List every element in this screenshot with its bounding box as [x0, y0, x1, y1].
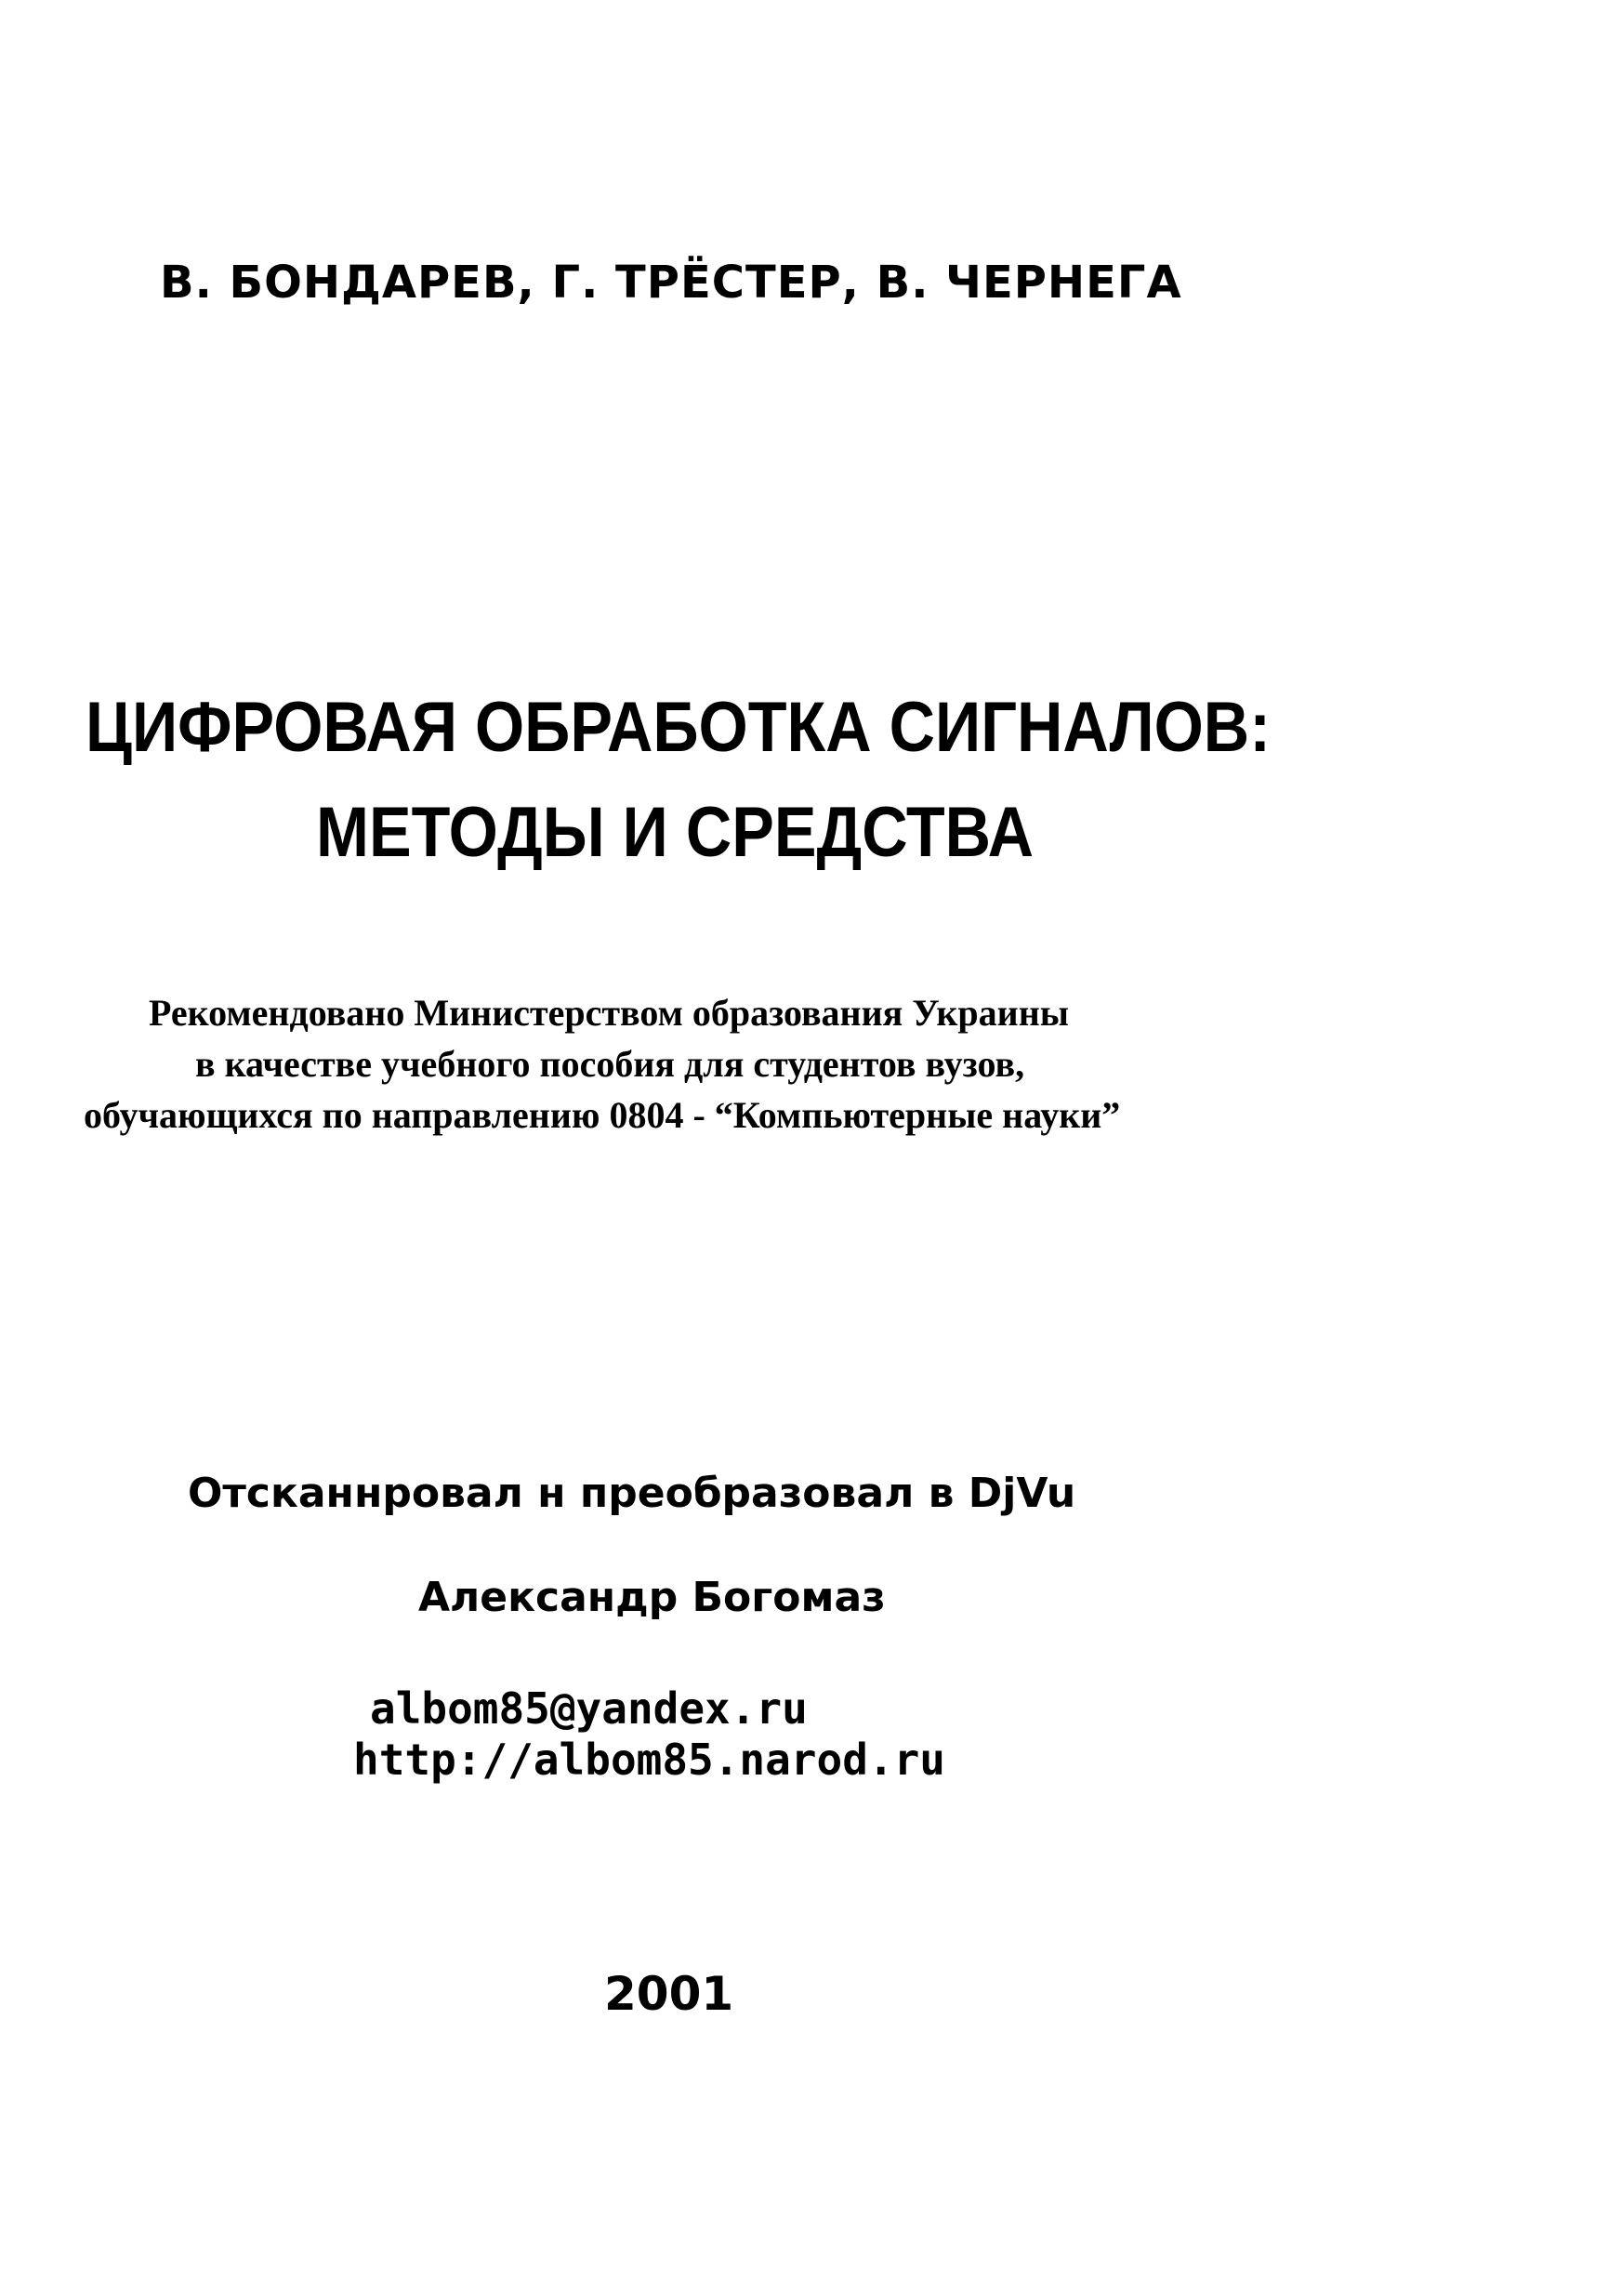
- recommendation-line-2: в качестве учебного пособия для студентов вузов,: [195, 1043, 1025, 1085]
- email-address: albom85@yandex.ru: [370, 1683, 808, 1734]
- authors-line: В. БОНДАРЕВ, Г. ТРЁСТЕР, В. ЧЕРНЕГА: [160, 257, 1182, 309]
- recommendation-line-1: Рекомендовано Министерством образования Украины: [149, 992, 1069, 1034]
- publication-year: 2001: [604, 1967, 734, 2021]
- book-title-line-1: ЦИФРОВАЯ ОБРАБОТКА СИГНАЛОВ:: [86, 688, 1271, 767]
- website-url: http://albom85.narod.ru: [353, 1735, 945, 1785]
- book-title-line-2: МЕТОДЫ И СРЕДСТВА: [316, 793, 1035, 872]
- scan-note-line-1: Отсканнровал н преобразовал в DjVu: [188, 1470, 1076, 1517]
- scanner-name: Александр Богомаз: [418, 1574, 886, 1621]
- recommendation-line-3: обучающихся по направлению 0804 - “Компьютерные науки”: [84, 1094, 1121, 1136]
